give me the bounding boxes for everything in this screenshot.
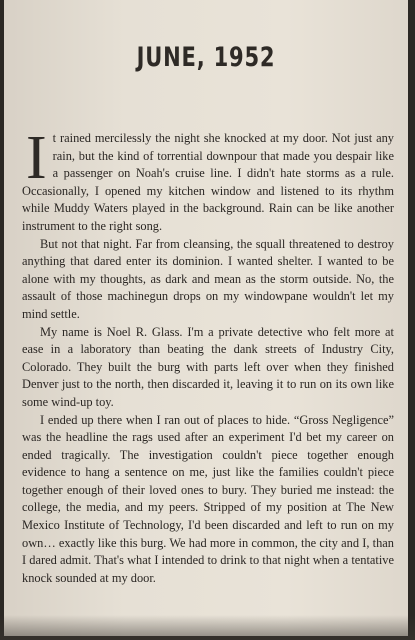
paragraph-3: My name is Noel R. Glass. I'm a private detective who felt more at ease in a laboratory than beating the dank streets of Industry City, Colorado. They built the burg with parts left over when they finished Denver just to the north, then discarded it, leaving it to run on its own like some wind-up toy. bbox=[22, 324, 394, 409]
chapter-body bbox=[22, 124, 394, 587]
paragraph-1 bbox=[22, 124, 394, 236]
paragraph-2: But not that night. Far from cleansing, the squall threatened to destroy anything that dared enter its dominion. I wanted shelter. I wanted to be alone with my thoughts, as dark and mean as the storm outside. No, the assault of those machinegun drops on my windowpane wouldn't let my mind settle. bbox=[22, 236, 394, 321]
chapter-title: JUNE, 1952 bbox=[136, 42, 276, 73]
paragraph-4: I ended up there when I ran out of places to hide. “Gross Negligence” was the headline the rags used after an experiment I'd bet my career on ended tragically. The investigation couldn't piece together enough evidence to hang a sentence on me, just like the families couldn't piece together enough of their loved ones to bury. They buried me instead: the college, the media, and my peers. Stripped of my position at The New Mexico Institute of Technology, I'd been discarded and left to run on my own… exactly like this burg. We had more in common, the city and I, than I dared admit. That's what I intended to drink to that night when a tentative knock sounded at my door. bbox=[22, 412, 394, 585]
drop-cap: I bbox=[26, 124, 47, 192]
book-page bbox=[4, 0, 408, 636]
paragraph-1-text: t rained mercilessly the night she knocked at my door. Not just any rain, but the kind of torrential downpour that made you despair like a passenger on Noah's cruise line. I didn't hate storms as a rule. Occasionally, I opened my kitchen window and listened to its rhythm while Muddy Waters played in the background. Rain can be like another instrument to the right song. bbox=[22, 131, 394, 233]
page-bottom-shadow bbox=[0, 615, 415, 640]
